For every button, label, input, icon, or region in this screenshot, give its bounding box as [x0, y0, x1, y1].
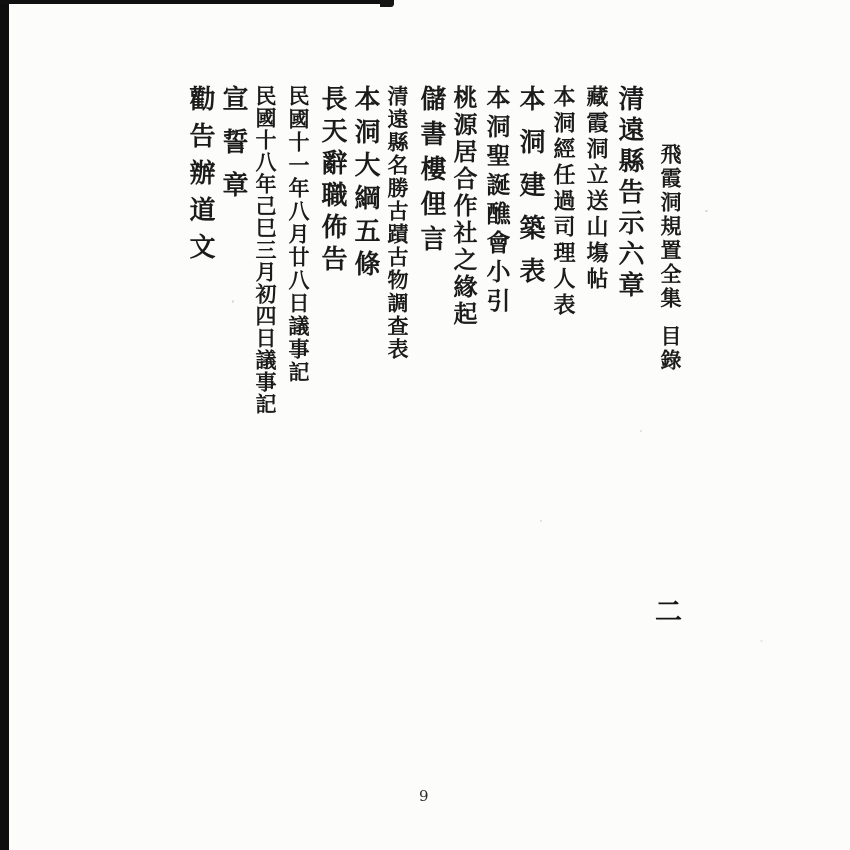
- title-gap: [670, 311, 671, 325]
- toc-entry: 清遠縣名勝古蹟古物調查表: [385, 85, 410, 361]
- table-of-contents: [183, 85, 687, 705]
- noise-speck: [705, 210, 708, 212]
- toc-entry: 本洞經任過司理人表: [550, 85, 576, 319]
- toc-entry: 儲書樓俚言: [416, 85, 446, 260]
- toc-entry: 民國十八年己巳三月初四日議事記: [253, 85, 278, 415]
- toc-entry: 民國十一年八月廿八日議事記: [286, 85, 311, 384]
- noise-speck: [232, 300, 234, 303]
- toc-entry: 本洞建築表: [515, 85, 545, 300]
- noise-speck: [540, 520, 542, 522]
- book-title: 飛霞洞規置全集: [658, 143, 683, 311]
- toc-heading: 目錄: [658, 325, 683, 373]
- toc-entry: 本洞大綱五條: [350, 85, 380, 283]
- noise-speck: [640, 430, 642, 432]
- scan-edge-left: [0, 0, 9, 850]
- toc-entry: 宣誓章: [218, 85, 248, 214]
- toc-entry: 桃源居合作社之緣起: [449, 85, 478, 328]
- scan-edge-top: [0, 0, 392, 4]
- volume-marker: 二: [655, 597, 682, 628]
- toc-entry: 本洞聖誕醮會小引: [482, 85, 511, 317]
- toc-entry: 藏霞洞立送山塲帖: [583, 85, 609, 293]
- toc-entry: 勸告辦道文: [185, 85, 215, 270]
- noise-speck: [760, 640, 763, 642]
- scan-edge-notch: [380, 0, 394, 7]
- toc-entry: 長天辭職佈告: [317, 85, 347, 277]
- page-number: 9: [419, 787, 429, 805]
- toc-entry: 清遠縣告示六章: [614, 85, 644, 302]
